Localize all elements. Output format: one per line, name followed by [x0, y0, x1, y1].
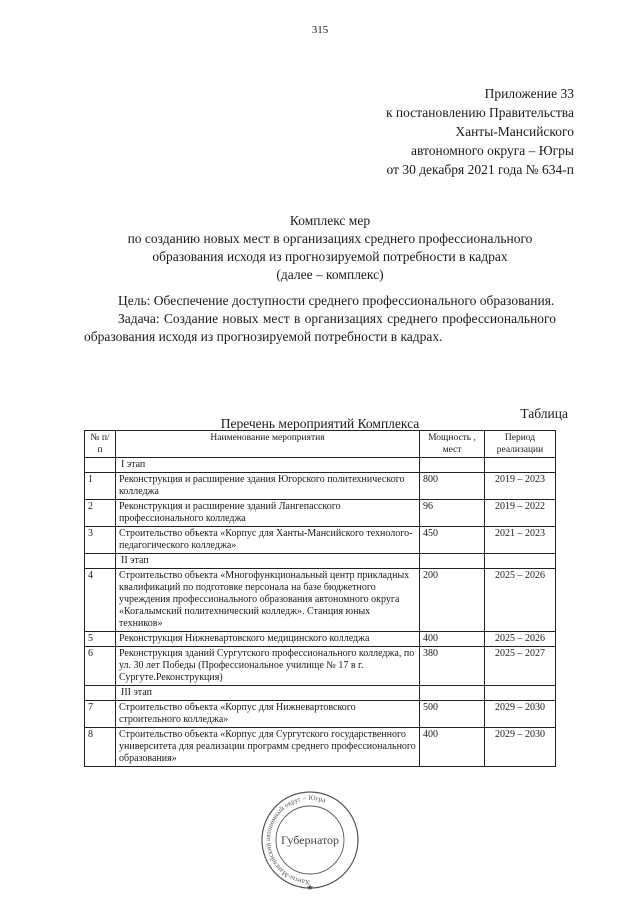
title-line-4: (далее – комплекс) — [276, 267, 384, 282]
stage-row — [85, 686, 556, 701]
row-name: Реконструкция зданий Сургутского профессионального колледжа, по ул. 30 лет Победы (Профессиональное училище № 17 в г. Сургуте.Реконструкция) — [116, 647, 420, 686]
row-period: 2021 – 2023 — [485, 527, 556, 554]
seal-ring-text: Ханты-Мансийский автономный округ – Югра — [264, 793, 327, 887]
empty-cell — [420, 554, 485, 569]
stage-row — [85, 458, 556, 473]
table-title: Перечень мероприятий Комплекса — [220, 416, 420, 431]
row-capacity: 450 — [420, 527, 485, 554]
row-name: Строительство объекта «Корпус для Ханты-Мансийского технолого-педагогического колледжа» — [116, 527, 420, 554]
header-num: № п/п — [85, 431, 116, 458]
empty-cell — [485, 554, 556, 569]
empty-cell — [85, 686, 116, 701]
row-num: 2 — [85, 500, 116, 527]
table-row — [85, 527, 556, 554]
page-number: 315 — [311, 24, 329, 36]
title-line-3: образования исходя из прогнозируемой потребности в кадрах — [152, 249, 508, 264]
seal-star-icon: ★ — [306, 883, 314, 892]
row-period: 2025 – 2027 — [485, 647, 556, 686]
row-num: 5 — [85, 632, 116, 647]
row-capacity: 400 — [420, 728, 485, 767]
appendix-line-1: Приложение 33 — [484, 86, 574, 101]
title-line-2: по созданию новых мест в организациях среднего профессионального — [127, 231, 533, 246]
table-row — [85, 473, 556, 500]
stage-label: I этап — [116, 458, 420, 473]
task-text: Задача: Создание новых мест в организациях среднего профессионального образования исходя из прогнозируемой потребности в кадрах. — [84, 311, 556, 344]
row-capacity: 500 — [420, 701, 485, 728]
row-num: 8 — [85, 728, 116, 767]
table-row — [85, 647, 556, 686]
stage-row — [85, 554, 556, 569]
empty-cell — [485, 686, 556, 701]
row-capacity: 400 — [420, 632, 485, 647]
empty-cell — [420, 458, 485, 473]
table-header-row — [85, 431, 556, 458]
appendix-line-2: к постановлению Правительства — [385, 105, 574, 120]
goal-text: Цель: Обеспечение доступности среднего профессионального образования. — [118, 293, 555, 308]
row-num: 3 — [85, 527, 116, 554]
row-name: Реконструкция Нижневартовского медицинского колледжа — [116, 632, 420, 647]
goal-section — [84, 292, 556, 346]
table-row — [85, 569, 556, 632]
table-label: Таблица — [520, 406, 568, 421]
row-capacity: 96 — [420, 500, 485, 527]
row-period: 2025 – 2026 — [485, 632, 556, 647]
row-name: Строительство объекта «Корпус для Нижневартовского строительного колледжа» — [116, 701, 420, 728]
header-capacity: Мощность , мест — [420, 431, 485, 458]
table-row — [85, 632, 556, 647]
row-name: Строительство объекта «Многофункциональный центр прикладных квалификаций по подготовке персонала на базе бюджетного учреждения профессионального образования автономного округа «Когалымский политехнический колледж». Станция юных техников» — [116, 569, 420, 632]
seal-center-text: Губернатор — [280, 833, 340, 847]
governor-seal-stamp — [248, 790, 372, 894]
empty-cell — [485, 458, 556, 473]
title-line-1: Комплекс мер — [289, 213, 371, 228]
header-name: Наименование мероприятия — [116, 431, 420, 458]
table-row — [85, 500, 556, 527]
stage-label: III этап — [116, 686, 420, 701]
header-period: Период реализации — [485, 431, 556, 458]
row-period: 2019 – 2023 — [485, 473, 556, 500]
row-name: Реконструкция и расширение зданий Лангепасского профессионального колледжа — [116, 500, 420, 527]
row-num: 4 — [85, 569, 116, 632]
row-num: 1 — [85, 473, 116, 500]
measures-table — [84, 430, 556, 767]
row-capacity: 380 — [420, 647, 485, 686]
appendix-line-4: автономного округа – Югры — [411, 143, 574, 158]
document-title — [60, 212, 600, 284]
row-period: 2025 – 2026 — [485, 569, 556, 632]
row-num: 7 — [85, 701, 116, 728]
row-name: Реконструкция и расширение здания Югорского политехнического колледжа — [116, 473, 420, 500]
row-capacity: 200 — [420, 569, 485, 632]
row-capacity: 800 — [420, 473, 485, 500]
row-period: 2019 – 2022 — [485, 500, 556, 527]
empty-cell — [420, 686, 485, 701]
empty-cell — [85, 554, 116, 569]
table-row — [85, 728, 556, 767]
appendix-line-5: от 30 декабря 2021 года № 634-п — [386, 162, 574, 177]
table-row — [85, 701, 556, 728]
empty-cell — [85, 458, 116, 473]
stage-label: II этап — [116, 554, 420, 569]
appendix-header — [386, 84, 574, 179]
row-period: 2029 – 2030 — [485, 701, 556, 728]
row-num: 6 — [85, 647, 116, 686]
row-name: Строительство объекта «Корпус для Сургутского государственного университета для реализации программ среднего профессионального образования» — [116, 728, 420, 767]
row-period: 2029 – 2030 — [485, 728, 556, 767]
appendix-line-3: Ханты-Мансийского — [455, 124, 574, 139]
